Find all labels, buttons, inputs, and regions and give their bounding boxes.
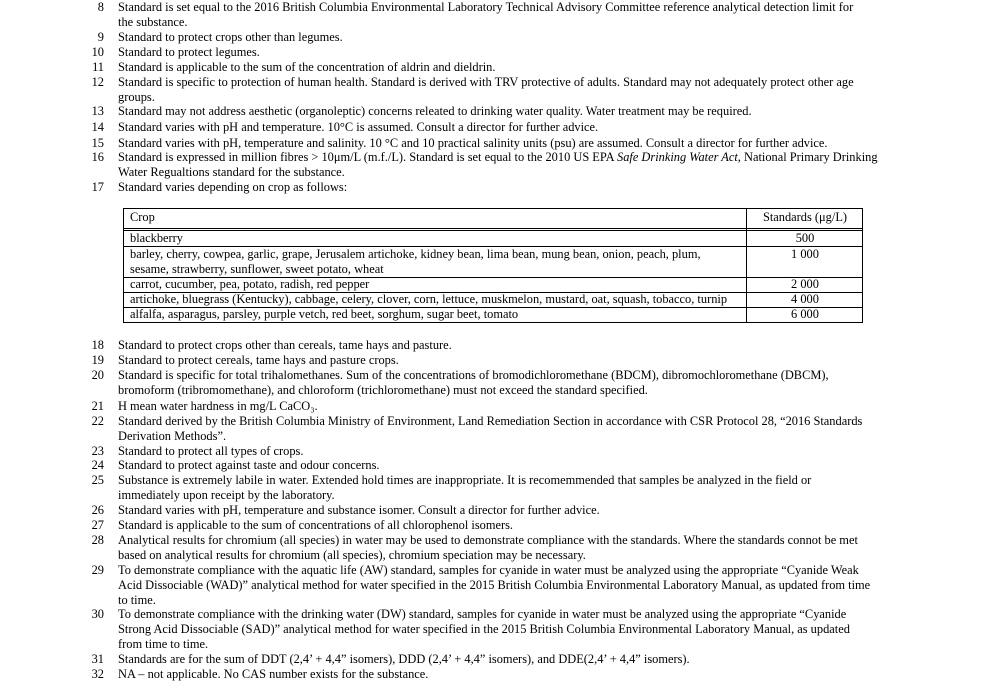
footnote-number: 20 [91, 368, 104, 382]
footnote-text: Standard to protect legumes. [118, 45, 260, 59]
footnote-number: 12 [91, 75, 104, 89]
crop-cell: alfalfa, asparagus, parsley, purple vetch, red beet, sorghum, sugar beet, tomato [130, 307, 519, 321]
crop-standards-table [123, 208, 863, 323]
footnote-text: Standard varies with pH, temperature and substance isomer. Consult a director for further advice. [118, 503, 600, 517]
footnote-number: 24 [91, 458, 104, 472]
footnote-text: Analytical results for chromium (all species) in water may be used to demonstrate compliance with the standards. Where the standards connot be met based on analytical results for chromium (all species), chromium speciation may be necessary. [118, 533, 858, 562]
footnote-number: 25 [91, 473, 104, 487]
crop-cell: blackberry [130, 231, 183, 245]
footnote-number: 11 [92, 60, 104, 74]
act-title: Safe Drinking Water Act, [617, 150, 741, 164]
footnote-text: H mean water hardness in mg/L CaCO₃. [118, 399, 318, 413]
footnote-text: Standard varies with pH, temperature and salinity. 10 °C and 10 practical salinity units (psu) are assumed. Consult a director for further advice. [118, 136, 828, 150]
header-crop: Crop [130, 210, 155, 224]
footnote-number: 23 [91, 444, 104, 458]
footnote-number: 17 [91, 180, 104, 194]
footnote-number: 10 [91, 45, 104, 59]
footnote-number: 21 [91, 399, 104, 413]
footnote-text: Standard derived by the British Columbia Ministry of Environment, Land Remediation Section in accordance with CSR Protocol 28, “2016 Standards Derivation Methods”. [118, 414, 863, 443]
footnote-text: Standard may not address aesthetic (organoleptic) concerns releated to drinking water quality. Water treatment may be required. [118, 104, 752, 118]
footnote-number: 27 [91, 518, 104, 532]
footnote-number: 29 [91, 563, 104, 577]
footnote-text: Standard varies depending on crop as follows: [118, 180, 348, 194]
footnote-text: Standards are for the sum of DDT (2,4’ + 4,4” isomers), DDD (2,4’ + 4,4” isomers), and DDE(2,4’ + 4,4” isomers). [118, 652, 690, 666]
footnote-number: 30 [91, 607, 104, 621]
standard-cell: 2 000 [791, 277, 819, 291]
footnote-text: Standard is specific for total trihalomethanes. Sum of the concentrations of bromodichloromethane (BDCM), dibromochloromethane (DBCM), bromoform (tribromomethane), and chloroform (trichloromethane) must not exceed the standard specified. [118, 368, 829, 397]
footnote-text: Standard to protect crops other than legumes. [118, 30, 343, 44]
footnote-text: Standard varies with pH and temperature. 10°C is assumed. Consult a director for further advice. [118, 120, 599, 134]
footnote-number: 16 [91, 150, 104, 164]
footnote-text: Standard is set equal to the 2016 British Columbia Environmental Laboratory Technical Advisory Committee reference analytical detection limit for the substance. [118, 0, 854, 29]
standard-cell: 6 000 [791, 307, 819, 321]
footnote-number: 13 [91, 104, 104, 118]
footnote-text: To demonstrate compliance with the aquatic life (AW) standard, samples for cyanide in water must be analyzed using the appropriate “Cyanide Weak Acid Dissociable (WAD)” analytical method for water specified in the 2015 British Columbia Environmental Laboratory Manual, as updated from time to time. [118, 563, 871, 607]
footnote-number: 14 [91, 120, 104, 134]
footnote-number: 28 [91, 533, 104, 547]
footnote-number: 9 [97, 30, 104, 44]
footnote-text: Substance is extremely labile in water. Extended hold times are inappropriate. It is recomemmended that samples be analyzed in the field or immediately upon receipt by the laboratory. [118, 473, 812, 502]
footnote-text: Standard is expressed in million fibres > 10μm/L (m.f./L). Standard is set equal to the 2010 US EPA Safe Drinking Water Act, National Primary Drinking Water Regualtions standard for the substance. [118, 150, 878, 179]
footnote-number: 19 [91, 353, 104, 367]
standard-cell: 4 000 [791, 292, 819, 306]
column-divider [746, 209, 747, 322]
footnote-number: 22 [91, 414, 104, 428]
footnote-text: To demonstrate compliance with the drinking water (DW) standard, samples for cyanide in water must be analyzed using the appropriate “Cyanide Strong Acid Dissociable (SAD)” analytical method for water specified in the 2015 British Columbia Environmental Laboratory Manual, as updated from time to time. [118, 607, 850, 651]
footnote-number: 32 [91, 667, 104, 681]
footnote-text: Standard to protect cereals, tame hays and pasture crops. [118, 353, 399, 367]
footnote-text: Standard is applicable to the sum of the concentration of aldrin and dieldrin. [118, 60, 496, 74]
footnote-number: 31 [91, 652, 104, 666]
footnote-number: 18 [91, 338, 104, 352]
footnote-text: Standard is specific to protection of human health. Standard is derived with TRV protective of adults. Standard may not adequately protect other age groups. [118, 75, 854, 104]
footnote-text: Standard to protect crops other than cereals, tame hays and pasture. [118, 338, 452, 352]
footnote-number: 15 [91, 136, 104, 150]
crop-cell: barley, cherry, cowpea, garlic, grape, Jerusalem artichoke, kidney bean, lima bean, mung bean, onion, peach, plum, sesame, strawberry, sunflower, sweet potato, wheat [130, 247, 701, 276]
footnote-number: 26 [91, 503, 104, 517]
header-standards: Standards (μg/L) [762, 210, 848, 224]
header-divider [124, 228, 862, 229]
standard-cell: 1 000 [791, 247, 819, 261]
footnote-text: NA – not applicable. No CAS number exists for the substance. [118, 667, 429, 681]
crop-cell: artichoke, bluegrass (Kentucky), cabbage, celery, clover, corn, lettuce, muskmelon, mustard, oat, squash, tobacco, turnip [130, 292, 728, 306]
footnote-text: Standard to protect against taste and odour concerns. [118, 458, 380, 472]
standard-cell: 500 [795, 231, 815, 245]
footnote-number: 8 [97, 0, 104, 14]
footnote-text: Standard is applicable to the sum of concentrations of all chlorophenol isomers. [118, 518, 514, 532]
crop-cell: carrot, cucumber, pea, potato, radish, red pepper [130, 277, 370, 291]
footnote-text: Standard to protect all types of crops. [118, 444, 304, 458]
